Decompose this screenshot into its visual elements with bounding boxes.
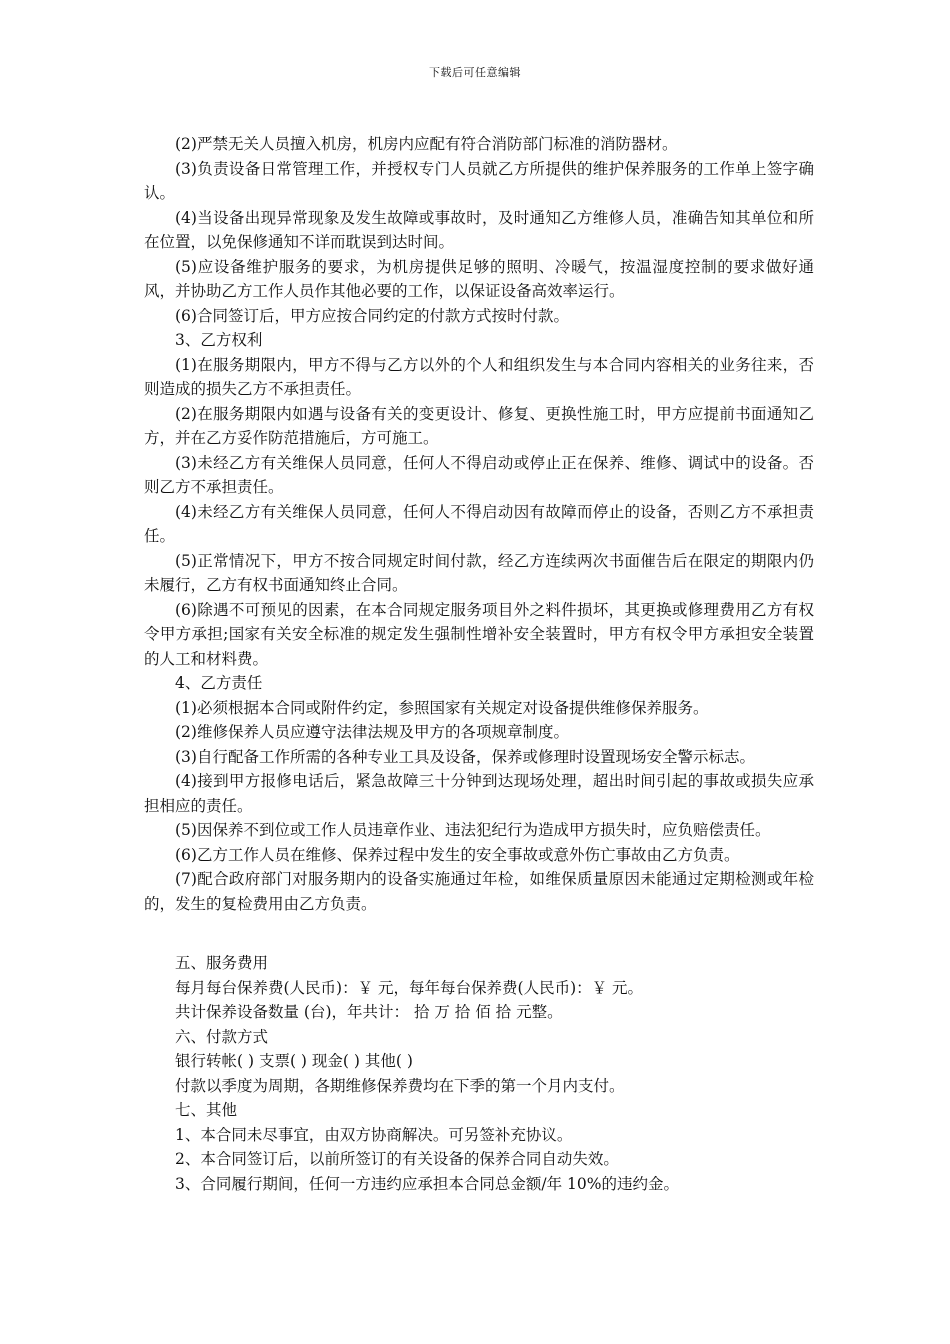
other-item-3: 3、合同履行期间，任何一方违约应承担本合同总金额/年 10%的违约金。 bbox=[175, 1174, 679, 1193]
clause-b2: (2)在服务期限内如遇与设备有关的变更设计、修复、更换性施工时，甲方应提前书面通知乙方，并在乙方妥作防范措施后，方可施工。 bbox=[144, 404, 814, 447]
clause-c6: (6)乙方工作人员在维修、保养过程中发生的安全事故或意外伤亡事故由乙方负责。 bbox=[175, 845, 740, 864]
clause-b3: (3)未经乙方有关维保人员同意，任何人不得启动或停止正在保养、维修、调试中的设备。否则乙方不承担责任。 bbox=[144, 453, 814, 496]
heading-party-b-rights: 3、乙方权利 bbox=[175, 331, 263, 349]
heading-other: 七、其他 bbox=[175, 1101, 238, 1119]
clause-c1: (1)必须根据本合同或附件约定，参照国家有关规定对设备提供维修保养服务。 bbox=[175, 698, 709, 717]
heading-payment-method: 六、付款方式 bbox=[175, 1027, 269, 1046]
clause-a3: (3)负责设备日常管理工作，并授权专门人员就乙方所提供的维护保养服务的工作单上签字确认。 bbox=[144, 159, 814, 202]
clause-b1: (1)在服务期限内，甲方不得与乙方以外的个人和组织发生与本合同内容相关的业务往来，否则造成的损失乙方不承担责任。 bbox=[144, 355, 814, 398]
clause-b4: (4)未经乙方有关维保人员同意，任何人不得启动因有故障而停止的设备，否则乙方不承担责任。 bbox=[144, 502, 814, 545]
clause-a4: (4)当设备出现异常现象及发生故障或事故时，及时通知乙方维修人员，准确告知其单位和所在位置，以免保修通知不详而耽误到达时间。 bbox=[144, 208, 814, 251]
section-spacer bbox=[144, 916, 814, 951]
clause-c5: (5)因保养不到位或工作人员违章作业、违法犯纪行为造成甲方损失时，应负赔偿责任。 bbox=[175, 821, 771, 839]
clause-c7: (7)配合政府部门对服务期内的设备实施通过年检，如维保质量原因未能通过定期检测或年检的，发生的复检费用由乙方负责。 bbox=[144, 870, 814, 913]
document-body bbox=[144, 132, 814, 1196]
payment-options: 银行转帐( ) 支票( ) 现金( ) 其他( ) bbox=[175, 1052, 413, 1070]
clause-b5: (5)正常情况下，甲方不按合同规定时间付款，经乙方连续两次书面催告后在限定的期限内仍未履行，乙方有权书面通知终止合同。 bbox=[144, 551, 814, 594]
fee-total: 共计保养设备数量 (台)，年共计： 拾 万 拾 佰 拾 元整。 bbox=[175, 1003, 563, 1021]
payment-schedule: 付款以季度为周期，各期维修保养费均在下季的第一个月内支付。 bbox=[175, 1076, 625, 1095]
clause-b6: (6)除遇不可预见的因素，在本合同规定服务项目外之料件损坏，其更换或修理费用乙方有权令甲方承担;国家有关安全标准的规定发生强制性增补安全装置时，甲方有权令甲方承担安全装置的人工和材料费。 bbox=[144, 600, 814, 668]
clause-a5: (5)应设备维护服务的要求，为机房提供足够的照明、冷暖气，按温湿度控制的要求做好通风，并协助乙方工作人员作其他必要的工作，以保证设备高效率运行。 bbox=[144, 257, 814, 300]
heading-service-fees: 五、服务费用 bbox=[175, 954, 269, 972]
other-item-1: 1、本合同未尽事宜，由双方协商解决。可另签补充协议。 bbox=[175, 1125, 573, 1144]
clause-c2: (2)维修保养人员应遵守法律法规及甲方的各项规章制度。 bbox=[175, 723, 569, 741]
clause-a6: (6)合同签订后，甲方应按合同约定的付款方式按时付款。 bbox=[175, 306, 569, 325]
page-header: 下载后可任意编辑 bbox=[429, 66, 521, 79]
fee-monthly-annual: 每月每台保养费(人民币)：￥ 元，每年每台保养费(人民币)：￥ 元。 bbox=[175, 978, 644, 997]
clause-c4: (4)接到甲方报修电话后，紧急故障三十分钟到达现场处理，超出时间引起的事故或损失应承担相应的责任。 bbox=[144, 772, 814, 815]
heading-party-b-duties: 4、乙方责任 bbox=[175, 674, 263, 692]
clause-a2: (2)严禁无关人员擅入机房，机房内应配有符合消防部门标准的消防器材。 bbox=[175, 135, 678, 153]
clause-c3: (3)自行配备工作所需的各种专业工具及设备，保养或修理时设置现场安全警示标志。 bbox=[175, 747, 755, 766]
other-item-2: 2、本合同签订后，以前所签订的有关设备的保养合同自动失效。 bbox=[175, 1150, 619, 1168]
